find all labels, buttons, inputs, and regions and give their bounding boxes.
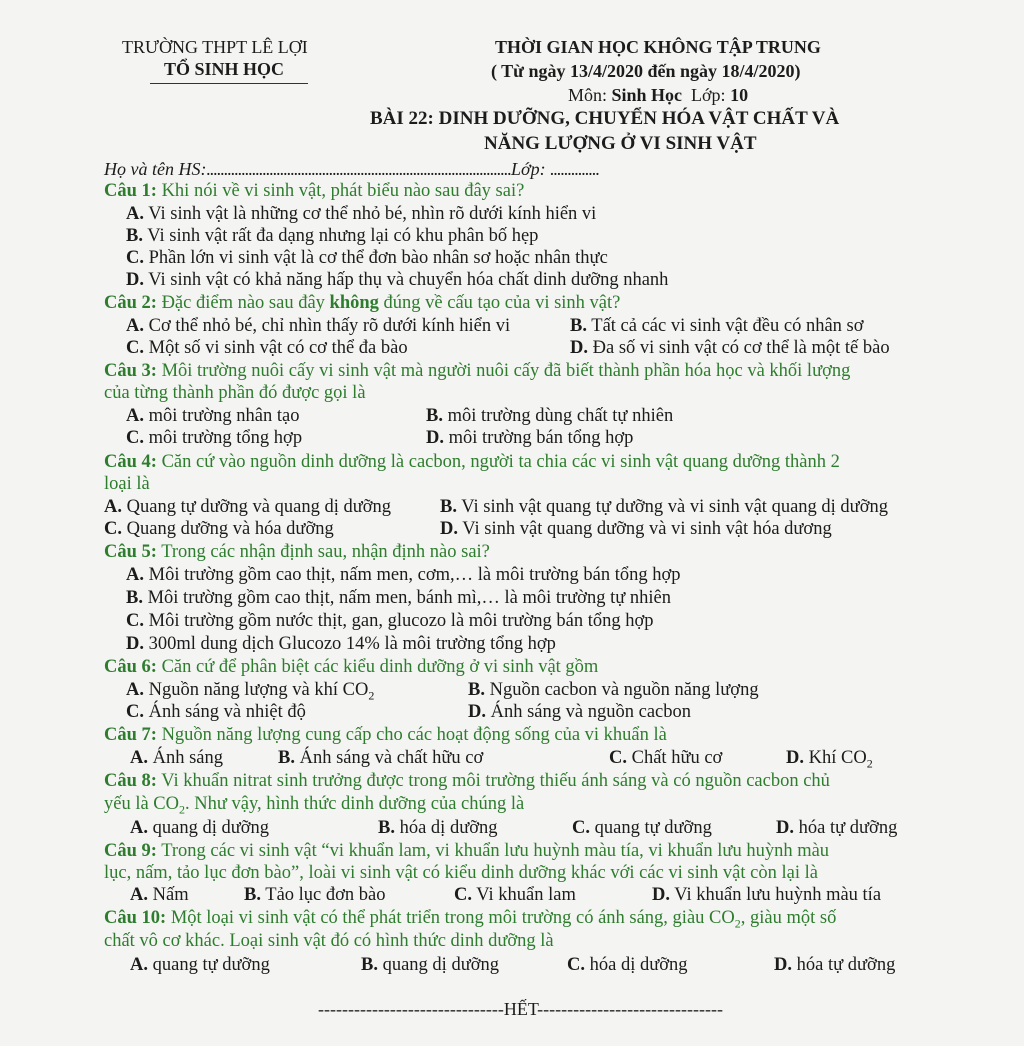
class-label: Lớp: bbox=[510, 159, 546, 179]
student-info bbox=[104, 158, 599, 180]
question-number: Câu 9: bbox=[104, 841, 157, 861]
option: C. Một số vi sinh vật có cơ thể đa bào bbox=[126, 338, 408, 358]
department-name: TỔ SINH HỌC bbox=[164, 59, 285, 79]
option: A. Vi sinh vật là những cơ thể nhỏ bé, nhìn rõ dưới kính hiển vi bbox=[126, 204, 597, 224]
question-7: Câu 7: Nguồn năng lượng cung cấp cho các hoạt động sống của vi khuẩn là bbox=[104, 725, 667, 745]
option: D. Đa số vi sinh vật có cơ thể là một tế bào bbox=[570, 338, 890, 358]
question-number: Câu 5: bbox=[104, 542, 157, 562]
question-4-cont: loại là bbox=[104, 474, 150, 494]
question-number: Câu 3: bbox=[104, 361, 157, 381]
student-name-label: Họ và tên HS: bbox=[104, 159, 207, 179]
option: B. quang dị dưỡng bbox=[361, 955, 500, 975]
question-3: Câu 3: Môi trường nuôi cấy vi sinh vật mà người nuôi cấy đã biết thành phần hóa học và khối lượng bbox=[104, 361, 851, 381]
option: C. Môi trường gồm nước thịt, gan, glucozo là môi trường bán tổng hợp bbox=[126, 611, 654, 631]
option: D. Ánh sáng và nguồn cacbon bbox=[468, 702, 691, 722]
class-dots: .............. bbox=[550, 159, 600, 179]
question-text: Khi nói về vi sinh vật, phát biểu nào sau đây sai? bbox=[161, 181, 525, 201]
grade-label: Lớp: bbox=[691, 85, 726, 105]
option: A. Cơ thể nhỏ bé, chỉ nhìn thấy rõ dưới kính hiển vi bbox=[126, 316, 511, 336]
end-marker: -------------------------------HẾT------------------------------- bbox=[318, 999, 723, 1019]
schedule-title: THỜI GIAN HỌC KHÔNG TẬP TRUNG bbox=[495, 37, 821, 57]
date-range: ( Từ ngày 13/4/2020 đến ngày 18/4/2020) bbox=[491, 61, 801, 81]
question-8: Câu 8: Vi khuẩn nitrat sinh trưởng được trong môi trường thiếu ánh sáng và có nguồn cacbon chủ bbox=[104, 771, 830, 791]
option: A. quang tự dưỡng bbox=[130, 955, 270, 975]
option: C. môi trường tổng hợp bbox=[126, 428, 303, 448]
option: C. Chất hữu cơ bbox=[609, 748, 723, 768]
option: A. Môi trường gồm cao thịt, nấm men, cơm,… là môi trường bán tổng hợp bbox=[126, 565, 681, 585]
option: D. Vi khuẩn lưu huỳnh màu tía bbox=[652, 885, 882, 905]
option: A. Nguồn năng lượng và khí $CO_2$ bbox=[126, 680, 375, 703]
option: B. Nguồn cacbon và nguồn năng lượng bbox=[468, 680, 759, 700]
question-10: Câu 10: Một loại vi sinh vật có thể phát triển trong môi trường có ánh sáng, giàu $CO_2$, giàu một số bbox=[104, 908, 837, 931]
option: A. quang dị dưỡng bbox=[130, 818, 270, 838]
question-4: Câu 4: Căn cứ vào nguồn dinh dưỡng là cacbon, người ta chia các vi sinh vật quang dưỡng thành 2 bbox=[104, 452, 840, 472]
option: C. quang tự dưỡng bbox=[572, 818, 712, 838]
student-name-dots: ....................................................................................... bbox=[206, 159, 511, 179]
option: A. Ánh sáng bbox=[130, 748, 224, 768]
option: D. Vi sinh vật quang dưỡng và vi sinh vật hóa dương bbox=[440, 519, 832, 539]
question-10-cont: chất vô cơ khác. Loại sinh vật đó có hình thức dinh dưỡng là bbox=[104, 931, 554, 951]
school-name: TRƯỜNG THPT LÊ LỢI bbox=[122, 37, 308, 57]
subject-value: Sinh Học bbox=[611, 85, 683, 105]
question-number: Câu 7: bbox=[104, 725, 157, 745]
option: D. Vi sinh vật có khả năng hấp thụ và chuyển hóa chất dinh dưỡng nhanh bbox=[126, 270, 669, 290]
question-9: Câu 9: Trong các vi sinh vật “vi khuẩn lam, vi khuẩn lưu huỳnh màu tía, vi khuẩn lưu huỳnh màu bbox=[104, 841, 830, 861]
question-6: Câu 6: Căn cứ để phân biệt các kiểu dinh dưỡng ở vi sinh vật gồm bbox=[104, 657, 599, 677]
option: C. Phần lớn vi sinh vật là cơ thể đơn bào nhân sơ hoặc nhân thực bbox=[126, 248, 608, 268]
option: B. Vi sinh vật rất đa dạng nhưng lại có khu phân bố hẹp bbox=[126, 226, 539, 246]
question-1 bbox=[104, 180, 524, 202]
lesson-title-line2: NĂNG LƯỢNG Ở VI SINH VẬT bbox=[484, 133, 757, 154]
question-number: Câu 8: bbox=[104, 771, 157, 791]
question-3-cont: của từng thành phần đó được gọi là bbox=[104, 383, 366, 403]
option: C. Vi khuẩn lam bbox=[454, 885, 576, 905]
question-2: Câu 2: Đặc điểm nào sau đây không đúng về cấu tạo của vi sinh vật? bbox=[104, 293, 621, 313]
option: B. hóa dị dưỡng bbox=[378, 818, 498, 838]
option: A. Quang tự dưỡng và quang dị dưỡng bbox=[104, 497, 392, 517]
question-9-cont: lục, nấm, tảo lục đơn bào”, loài vi sinh vật có kiểu dinh dưỡng khác với các vi sinh vật còn lại là bbox=[104, 863, 818, 883]
grade-value: 10 bbox=[730, 85, 749, 105]
option: B. môi trường dùng chất tự nhiên bbox=[426, 406, 674, 426]
option: C. Quang dưỡng và hóa dưỡng bbox=[104, 519, 334, 539]
option: B. Vi sinh vật quang tự dưỡng và vi sinh vật quang dị dưỡng bbox=[440, 497, 888, 517]
option: D. 300ml dung dịch Glucozo 14% là môi trường tổng hợp bbox=[126, 634, 556, 654]
option: B. Tất cả các vi sinh vật đều có nhân sơ bbox=[570, 316, 864, 336]
question-number: Câu 2: bbox=[104, 293, 157, 313]
option: D. môi trường bán tổng hợp bbox=[426, 428, 634, 448]
subject-label: Môn: bbox=[568, 85, 608, 105]
option: C. hóa dị dưỡng bbox=[567, 955, 688, 975]
question-number: Câu 6: bbox=[104, 657, 157, 677]
question-number: Câu 10: bbox=[104, 908, 167, 928]
option: B. Ánh sáng và chất hữu cơ bbox=[278, 748, 484, 768]
department-underline bbox=[150, 83, 308, 84]
subject-line bbox=[568, 84, 748, 106]
option: D. Khí $CO_2$ bbox=[786, 748, 873, 771]
question-5: Câu 5: Trong các nhận định sau, nhận định nào sai? bbox=[104, 542, 490, 562]
option: D. hóa tự dưỡng bbox=[774, 955, 896, 975]
option: B. Môi trường gồm cao thịt, nấm men, bánh mì,… là môi trường tự nhiên bbox=[126, 588, 671, 608]
question-8-cont: yếu là $CO_2$. Như vậy, hình thức dinh dưỡng của chúng là bbox=[104, 794, 525, 817]
option: A. Nấm bbox=[130, 885, 189, 905]
question-number: Câu 4: bbox=[104, 452, 157, 472]
option: C. Ánh sáng và nhiệt độ bbox=[126, 702, 306, 722]
lesson-title-line1: BÀI 22: DINH DƯỠNG, CHUYỂN HÓA VẬT CHẤT VÀ bbox=[370, 108, 840, 129]
question-number: Câu 1: bbox=[104, 181, 157, 201]
option: A. môi trường nhân tạo bbox=[126, 406, 300, 426]
option: B. Tảo lục đơn bào bbox=[244, 885, 386, 905]
option: D. hóa tự dưỡng bbox=[776, 818, 898, 838]
